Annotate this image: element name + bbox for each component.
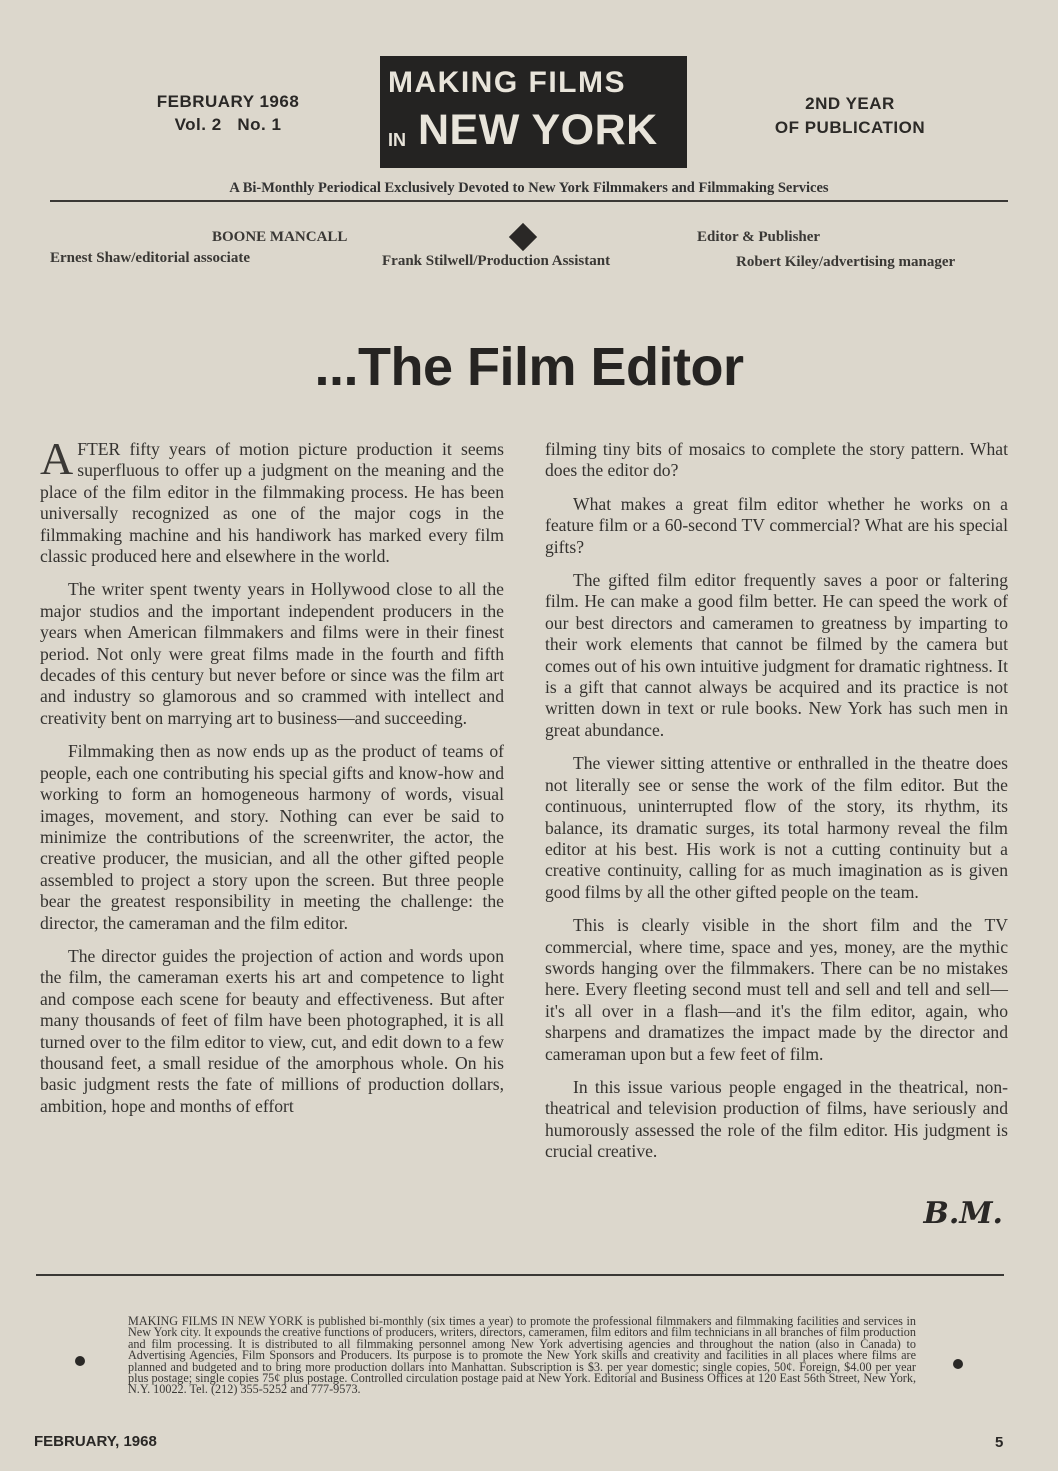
article-column-right — [545, 439, 1008, 1175]
logo-in: IN — [388, 130, 406, 150]
publication-year-block — [740, 92, 960, 140]
staff-associate: Ernest Shaw/editorial associate — [50, 250, 250, 266]
paragraph: The gifted film editor frequently saves a poor or faltering film. He can make a good film better. He can speed the work of our best directors and cameramen to greatness by imparting to their work elements that cannot be filmed by the camera but comes out of his own intuitive judgment for dramatic rightness. It is a gift that cannot always be acquired and its practice is not written down in text or rule books. New York has such men in great abundance. — [545, 570, 1008, 740]
year-line-1: 2ND YEAR — [805, 94, 895, 113]
author-signature: B.M. — [923, 1196, 1003, 1231]
masthead-rule — [50, 200, 1008, 202]
drop-cap: A — [40, 433, 74, 484]
paragraph: The writer spent twenty years in Hollywood close to all the major studios and the important independent producers in the years when American filmmakers and films were in their finest period. Not only were great films made in the fourth and fifth decades of this century but never before or since was the film art and industry so glamorous and so crammed with intellect and creativity bent on marrying art to business—and succeeding. — [40, 579, 504, 728]
publication-notice: MAKING FILMS IN NEW YORK is published bi-monthly (six times a year) to promote the professional filmmakers and filmmaking facilities and services in New York city. It expounds the creative functions of producers, writers, directors, cameramen, film editors and film technicians in all branches of film production and film processing. It is distributed to all filmmaking personnel among New York advertising agencies and throughout the nation (also in Canada) to Advertising Agencies, Film Sponsors and Producers. Its purpose is to promote the New York skills and creativity and facilities in all places where films are planned and budgeted and to bring more production dollars into Manhattan. Subscription is $3. per year domestic; single copies, 50¢. Foreign, $4.00 per year plus postage; single copies 75¢ plus postage. Controlled circulation postage paid at New York. Editorial and Business Offices at 120 East 56th Street, New York, N.Y. 10022. Tel. (212) 355-5252 and 777-9573. — [128, 1314, 916, 1397]
article-title: ...The Film Editor — [314, 337, 744, 397]
paragraph: What makes a great film editor whether he works on a feature film or a 60-second TV commercial? What are his special gifts? — [545, 493, 1008, 557]
paragraph: Filmmaking then as now ends up as the product of teams of people, each one contributing his special gifts and know-how and working to form an homogeneous harmony of words, visual images, movement, and story. Nothing can ever be said to minimize the contributions of the screenwriter, the actor, the creative producer, the musician, and all the other gifted people assembled to project a story upon the screen. But three people bear the greatest responsibility in meeting the challenge: the director, the cameraman and the film editor. — [40, 741, 504, 933]
tagline: A Bi-Monthly Periodical Exclusively Devoted to New York Filmmakers and Filmmaking Services — [229, 180, 829, 196]
paragraph: The viewer sitting attentive or enthralled in the theatre does not literally see or sense the work of the film editor. But the continuous, uninterrupted flow of the story, its rhythm, its balance, its dramatic surges, its total harmony reveal the film editor at his best. His work is not a cutting continuity but a creative continuity, calling for as much imagination as is given good films by all the other gifted people on the team. — [545, 753, 1008, 902]
bullet-icon — [953, 1359, 963, 1369]
paragraph: AFTER fifty years of motion picture production it seems superfluous to offer up a judgment on the meaning and the place of the film editor in the filmmaking process. He has been universally recognized as one of the major cogs in the filmmaking machine and his handiwork has marked every film classic produced here and elsewhere in the world. — [40, 433, 504, 567]
paragraph: This is clearly visible in the short film and the TV commercial, where time, space and yes, money, are the mythic swords hanging over the filmmakers. There can be no mistakes here. Every fleeting second must tell and sell and tell and sell—it's all over in a flash—and it's the film editor, again, who sharpens and dramatizes the impact made by the director and cameraman upon but a few feet of film. — [545, 915, 1008, 1064]
diamond-ornament-icon — [509, 223, 537, 251]
paragraph: filming tiny bits of mosaics to complete the story pattern. What does the editor do? — [545, 439, 1008, 481]
issue-date: FEBRUARY 1968 — [156, 92, 300, 111]
publication-logo — [380, 56, 687, 168]
staff-advertising: Robert Kiley/advertising manager — [736, 254, 956, 270]
logo-line-1: MAKING FILMS — [388, 66, 626, 99]
editor-role: Editor & Publisher — [697, 229, 821, 245]
page-number: 5 — [995, 1434, 1004, 1451]
paragraph: The director guides the projection of action and words upon the film, the cameraman exerts his art and competence to light and compose each scene for beauty and effectiveness. But after many thousands of feet of film have been photographed, it is all turned over to the film editor to view, cut, and edit down to a few thousand feet, a small residue of the amorphous whole. On his basic judgment rests the fate of millions of production dollars, ambition, hope and months of effort — [40, 945, 504, 1116]
footer-date: FEBRUARY, 1968 — [34, 1433, 157, 1450]
staff-assistant: Frank Stilwell/Production Assistant — [382, 253, 611, 269]
editor-name: BOONE MANCALL — [212, 229, 348, 245]
bullet-icon — [75, 1356, 85, 1366]
paragraph: In this issue various people engaged in the theatrical, non-theatrical and television production of films, have seriously and humorously assessed the role of the film editor. His judgment is crucial creative. — [545, 1076, 1008, 1162]
article-column-left — [40, 433, 504, 1129]
footer-rule — [36, 1274, 1004, 1276]
year-line-2: OF PUBLICATION — [774, 118, 926, 137]
logo-line-2: NEW YORK — [418, 106, 658, 154]
issue-volume: Vol. 2 No. 1 — [174, 115, 282, 134]
issue-date-block — [118, 90, 338, 136]
